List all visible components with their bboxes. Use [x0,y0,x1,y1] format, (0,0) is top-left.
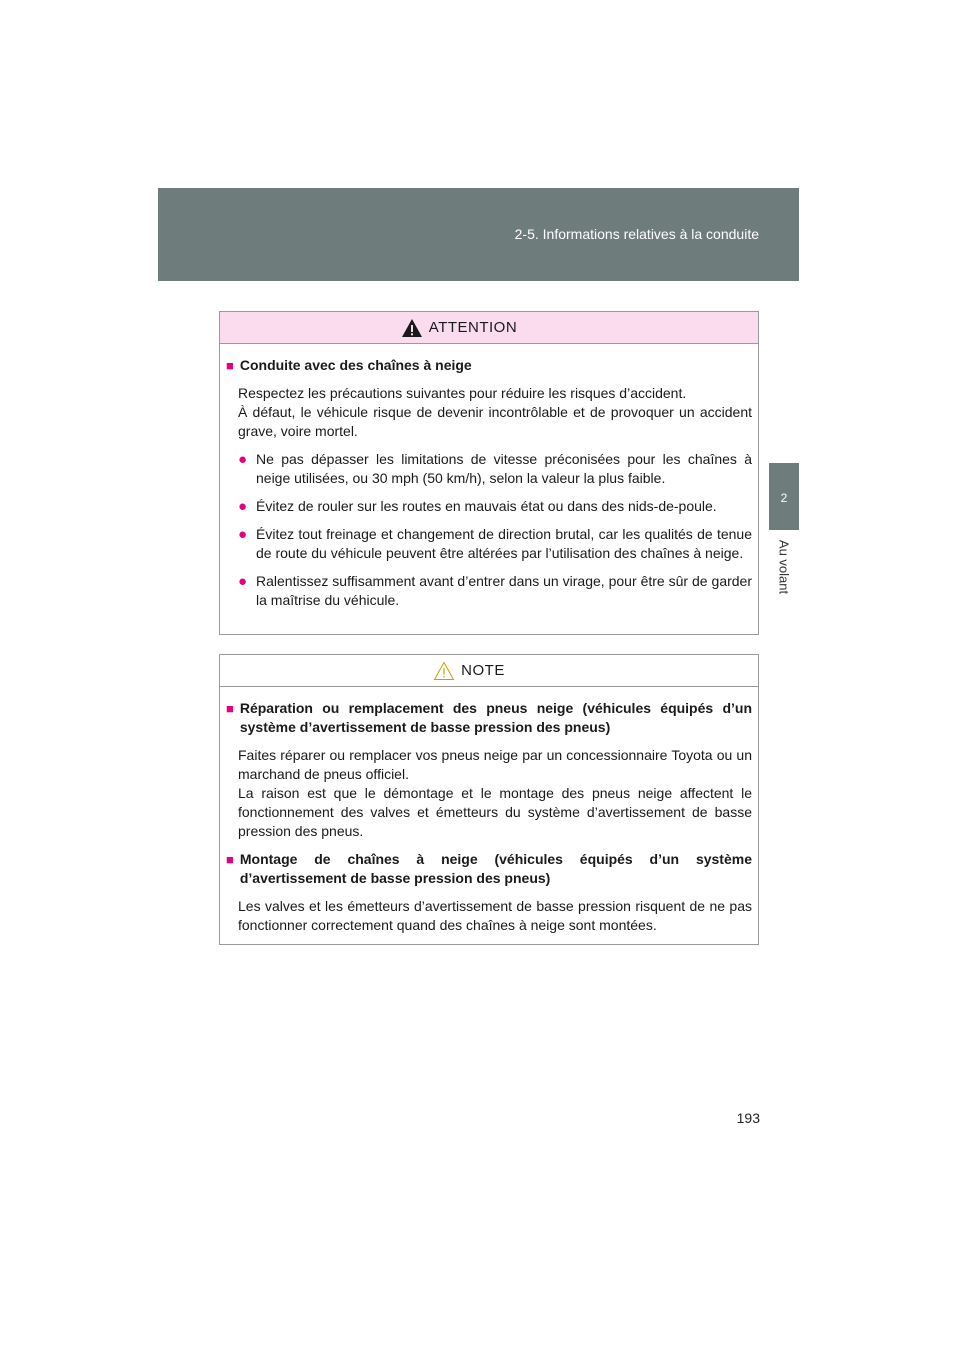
chapter-tab [769,463,799,530]
note-heading-2: ■ Montage de chaînes à neige (véhicules équipés d’un système d’avertissement de basse pression des pneus) [226,851,752,886]
note-para-2: Les valves et les émetteurs d’avertissement de basse pression risquent de ne pas fonctionner correctement quand des chaînes à neige sont montées. [238,898,752,933]
circle-bullet-icon: ● [238,526,248,543]
attention-box [219,311,759,635]
attention-intro-2: À défaut, le véhicule risque de devenir incontrôlable et de provoquer un accident grave, voire mortel. [238,404,752,439]
circle-bullet-icon: ● [238,451,248,468]
square-bullet-icon: ■ [226,701,234,716]
attention-intro-1: Respectez les précautions suivantes pour réduire les risques d’accident. [238,385,687,401]
note-header [220,655,758,687]
list-item: ● Évitez tout freinage et changement de direction brutal, car les qualités de tenue de route du véhicule peuvent être altérées par l’utilisation des chaînes à neige. [238,526,752,561]
chapter-number: 2 [780,491,788,505]
circle-bullet-icon: ● [238,498,248,515]
square-bullet-icon: ■ [226,852,234,867]
list-item: ● Ne pas dépasser les limitations de vitesse préconisées pour les chaînes à neige utilisées, ou 30 mph (50 km/h), selon la valeur la plus faible. [238,451,752,486]
note-para-1b: La raison est que le démontage et le montage des pneus neige affectent le fonctionnement des valves et émetteurs du système d’avertissement de basse pression des pneus. [238,785,752,839]
attention-heading: ■ Conduite avec des chaînes à neige [226,357,472,373]
section-title: 2-5. Informations relatives à la conduite [514,226,759,242]
note-para-1a: Faites réparer ou remplacer vos pneus neige par un concessionnaire Toyota ou un marchand de pneus officiel. [238,747,752,782]
note-box [219,654,759,945]
note-title: NOTE [461,662,505,679]
attention-header [220,312,758,344]
header-band [158,188,799,281]
circle-bullet-icon: ● [238,573,248,590]
square-bullet-icon: ■ [226,358,234,373]
warning-filled-icon [401,318,423,338]
warning-outline-icon [433,661,455,681]
note-heading-1: ■ Réparation ou remplacement des pneus neige (véhicules équipés d’un système d’avertissement de basse pression des pneus) [226,700,752,735]
list-item: ● Ralentissez suffisamment avant d’entrer dans un virage, pour être sûr de garder la maîtrise du véhicule. [238,573,752,608]
attention-title: ATTENTION [428,319,518,336]
list-item: ● Évitez de rouler sur les routes en mauvais état ou dans des nids-de-poule. [238,498,717,515]
page-number: 193 [736,1110,760,1126]
chapter-label: Au volant [776,539,792,595]
